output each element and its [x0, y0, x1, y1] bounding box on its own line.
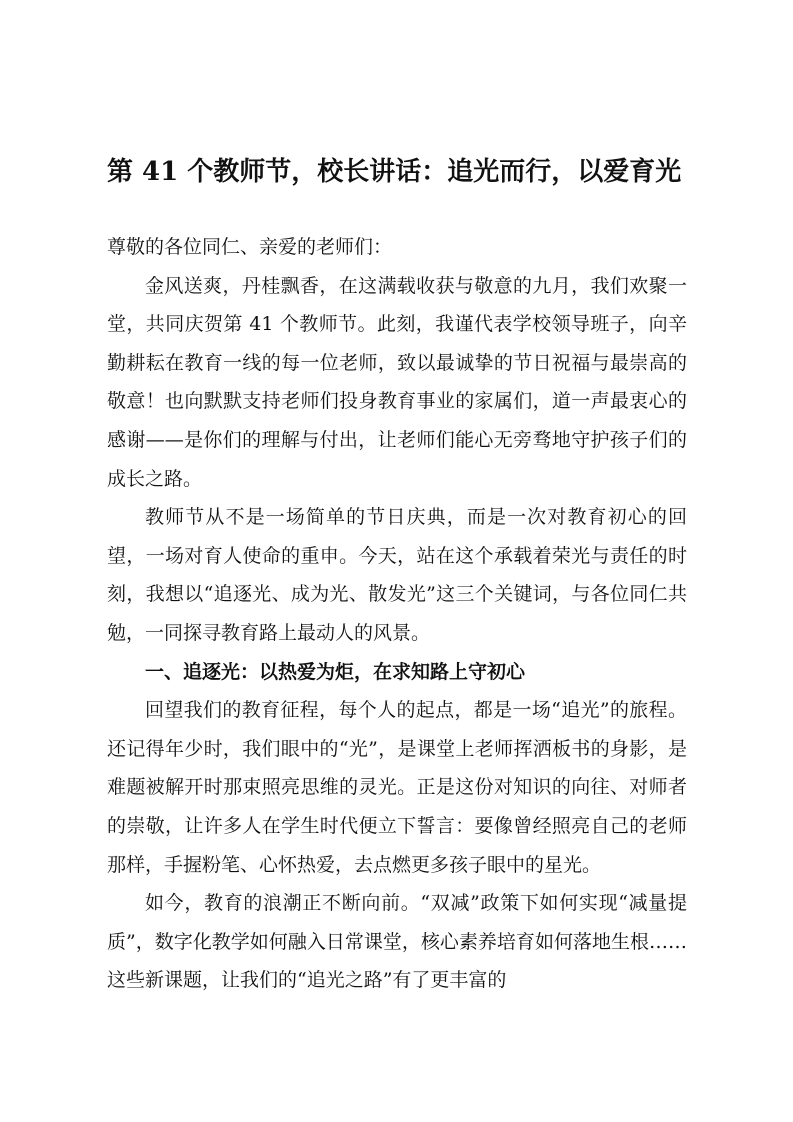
- salutation: 尊敬的各位同仁、亲爱的老师们：: [107, 236, 393, 258]
- paragraph: 如今，教育的浪潮正不断向前。“双减”政策下如何实现“减量提质”，数字化教学如何融入日常课堂，核心素养培育如何落地生根……这些新课题，让我们的“追光之路”有了更丰富的: [107, 892, 687, 992]
- document-title: 第 41 个教师节，校长讲话：追光而行，以爱育光: [107, 157, 682, 187]
- paragraph: 金风送爽，丹桂飘香，在这满载收获与敬意的九月，我们欢聚一堂，共同庆贺第 41 个教师节。此刻，我谨代表学校领导班子，向辛勤耕耘在教育一线的每一位老师，致以最诚挚的节日祝福与最崇高的敬意！也向默默支持老师们投身教育事业的家属们，道一声最衷心的感谢——是你们的理解与付出，让老师们能心无旁骛地守护孩子们的成长之路。: [107, 274, 687, 490]
- section-heading: 一、追逐光：以热爱为炬，在求知路上守初心: [145, 660, 526, 683]
- paragraph: 回望我们的教育征程，每个人的起点，都是一场“追光”的旅程。还记得年少时，我们眼中的“光”，是课堂上老师挥洒板书的身影，是难题被解开时那束照亮思维的灵光。正是这份对知识的向往、对师者的崇敬，让许多人在学生时代便立下誓言：要像曾经照亮自己的老师那样，手握粉笔、心怀热爱，去点燃更多孩子眼中的星光。: [107, 699, 687, 876]
- paragraph: 教师节从不是一场简单的节日庆典，而是一次对教育初心的回望，一场对育人使命的重申。今天，站在这个承载着荣光与责任的时刻，我想以“追逐光、成为光、散发光”这三个关键词，与各位同仁共勉，一同探寻教育路上最动人的风景。: [107, 506, 687, 644]
- document-body: [107, 228, 687, 1000]
